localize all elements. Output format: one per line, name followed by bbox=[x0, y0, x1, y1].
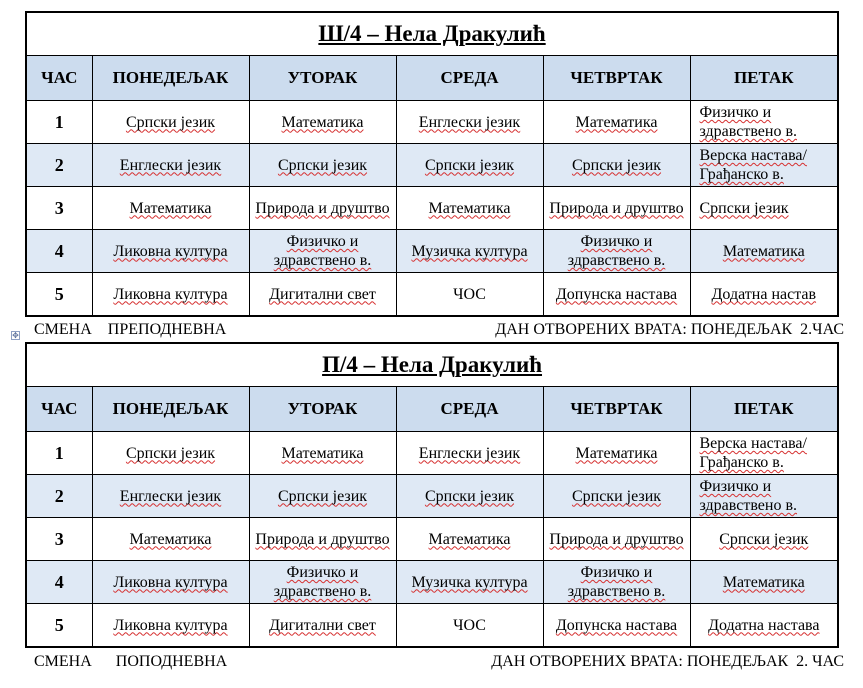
schedule-table-afternoon bbox=[25, 342, 839, 648]
table-cell: Енглески језик bbox=[396, 101, 543, 144]
table-cell: Музичка култура bbox=[396, 230, 543, 273]
table-cell: Српски језик bbox=[396, 144, 543, 187]
table-cell: Дигитални свет bbox=[249, 604, 396, 648]
period-number: 1 bbox=[26, 432, 92, 475]
table-cell: Природа и друштво bbox=[543, 187, 690, 230]
table-cell: Верска настава/ Грађанско в. bbox=[690, 432, 838, 475]
table-row bbox=[26, 432, 838, 475]
header-row bbox=[26, 387, 838, 432]
open-day-label: ДАН ОТВОРЕНИХ ВРАТА: ПОНЕДЕЉАК 2.ЧАС bbox=[495, 321, 844, 338]
table-cell: Математика bbox=[249, 101, 396, 144]
table-cell: Ликовна култура bbox=[92, 604, 249, 648]
table-row bbox=[26, 604, 838, 648]
table-cell: Математика bbox=[249, 432, 396, 475]
header-row bbox=[26, 56, 838, 101]
footer-morning bbox=[34, 321, 844, 339]
table-row bbox=[26, 518, 838, 561]
table-row bbox=[26, 101, 838, 144]
table-cell: Енглески језик bbox=[92, 475, 249, 518]
table-title-row bbox=[26, 12, 838, 56]
table-cell: Допунска настава bbox=[543, 604, 690, 648]
table-cell: Природа и друштво bbox=[543, 518, 690, 561]
header-cell: ЧАС bbox=[26, 387, 92, 432]
table-cell: Српски језик bbox=[690, 187, 838, 230]
footer-afternoon bbox=[34, 653, 844, 671]
period-number: 5 bbox=[26, 273, 92, 317]
period-number: 2 bbox=[26, 144, 92, 187]
period-number: 4 bbox=[26, 561, 92, 604]
period-number: 5 bbox=[26, 604, 92, 648]
table-cell: Физичко и здравствено в. bbox=[249, 230, 396, 273]
table-cell: Физичко и здравствено в. bbox=[249, 561, 396, 604]
table-cell: ЧОС bbox=[396, 273, 543, 317]
table-cell: Ликовна култура bbox=[92, 273, 249, 317]
header-cell: УТОРАК bbox=[249, 56, 396, 101]
table-cell: Српски језик bbox=[396, 475, 543, 518]
table-cell: Српски језик bbox=[92, 432, 249, 475]
header-cell: ЧАС bbox=[26, 56, 92, 101]
header-cell: ПОНЕДЕЉАК bbox=[92, 56, 249, 101]
table-cell: Енглески језик bbox=[92, 144, 249, 187]
table-row bbox=[26, 561, 838, 604]
table-cell: Математика bbox=[396, 187, 543, 230]
table-row bbox=[26, 475, 838, 518]
table-cell: Ликовна култура bbox=[92, 230, 249, 273]
period-number: 3 bbox=[26, 187, 92, 230]
table-cell: Математика bbox=[92, 187, 249, 230]
table-cell: Српски језик bbox=[249, 144, 396, 187]
schedule-table-morning bbox=[25, 11, 839, 317]
table-row bbox=[26, 144, 838, 187]
table-cell: Српски језик bbox=[543, 144, 690, 187]
table-cell: Музичка култура bbox=[396, 561, 543, 604]
table-cell: Физичко и здравствено в. bbox=[543, 561, 690, 604]
table-cell: Допунска настава bbox=[543, 273, 690, 317]
period-number: 1 bbox=[26, 101, 92, 144]
table-cell: Математика bbox=[543, 101, 690, 144]
table-row bbox=[26, 187, 838, 230]
table-cell: ЧОС bbox=[396, 604, 543, 648]
table-cell: Српски језик bbox=[249, 475, 396, 518]
table-cell: Дигитални свет bbox=[249, 273, 396, 317]
table-title: П/4 – Нела Дракулић bbox=[26, 343, 838, 387]
period-number: 3 bbox=[26, 518, 92, 561]
header-cell: ПЕТАК bbox=[690, 387, 838, 432]
table-title: Ш/4 – Нела Дракулић bbox=[26, 12, 838, 56]
shift-label: СМЕНА ПОПОДНЕВНА bbox=[34, 653, 228, 670]
table-row bbox=[26, 230, 838, 273]
table-row bbox=[26, 273, 838, 317]
table-cell: Српски језик bbox=[543, 475, 690, 518]
table-cell: Математика bbox=[690, 230, 838, 273]
table-cell: Физичко и здравствено в. bbox=[543, 230, 690, 273]
table-cell: Физичко и здравствено в. bbox=[690, 101, 838, 144]
header-cell: ЧЕТВРТАК bbox=[543, 387, 690, 432]
table-cell: Енглески језик bbox=[396, 432, 543, 475]
header-cell: ПЕТАК bbox=[690, 56, 838, 101]
table-cell: Математика bbox=[543, 432, 690, 475]
table-cell: Математика bbox=[92, 518, 249, 561]
shift-label: СМЕНА ПРЕПОДНЕВНА bbox=[34, 321, 227, 338]
header-cell: СРЕДА bbox=[396, 387, 543, 432]
table-title-row bbox=[26, 343, 838, 387]
table-cell: Природа и друштво bbox=[249, 518, 396, 561]
table-cell: Српски језик bbox=[690, 518, 838, 561]
table-cell: Математика bbox=[396, 518, 543, 561]
period-number: 2 bbox=[26, 475, 92, 518]
table-cell: Верска настава/ Грађанско в. bbox=[690, 144, 838, 187]
header-cell: УТОРАК bbox=[249, 387, 396, 432]
open-day-label: ДАН ОТВОРЕНИХ ВРАТА: ПОНЕДЕЉАК 2. ЧАС bbox=[491, 653, 844, 670]
table-cell: Додатна настав bbox=[690, 273, 838, 317]
table-cell: Додатна настава bbox=[690, 604, 838, 648]
header-cell: ПОНЕДЕЉАК bbox=[92, 387, 249, 432]
table-cell: Математика bbox=[690, 561, 838, 604]
header-cell: СРЕДА bbox=[396, 56, 543, 101]
table-cell: Природа и друштво bbox=[249, 187, 396, 230]
table-cell: Српски језик bbox=[92, 101, 249, 144]
table-cell: Ликовна култура bbox=[92, 561, 249, 604]
table-move-handle-icon[interactable]: ✥ bbox=[12, 331, 19, 340]
period-number: 4 bbox=[26, 230, 92, 273]
header-cell: ЧЕТВРТАК bbox=[543, 56, 690, 101]
table-cell: Физичко и здравствено в. bbox=[690, 475, 838, 518]
